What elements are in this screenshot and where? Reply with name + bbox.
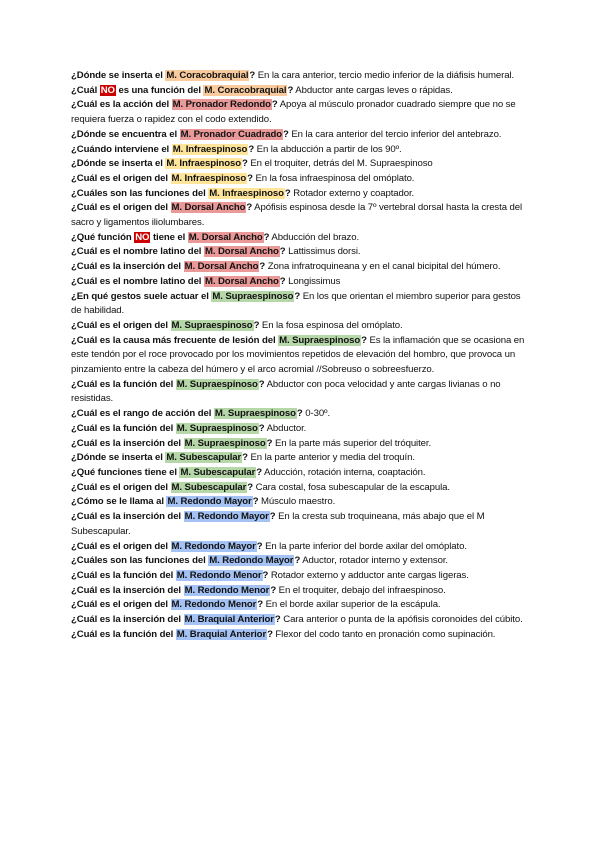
question-text: ¿Qué función [71,231,135,243]
muscle-name-highlight: M. Subescapular [171,481,247,493]
question-text: ¿Cuál es la inserción del [71,261,184,273]
question [71,158,248,169]
question-mark: ? [269,511,276,523]
question [71,335,367,346]
muscle-name-highlight: M. Redondo Mayor [167,496,252,508]
question-mark: ? [256,540,263,552]
answer-text: En los que orientan el miembro superior para gestos de habilidad. [71,290,521,317]
question [71,467,262,478]
answer-text: Músculo maestro. [258,496,336,508]
question [71,85,293,96]
muscle-name-highlight: M. Dorsal Ancho [204,275,279,287]
qa-entry [71,628,531,643]
question-mark: ? [249,70,256,81]
muscle-name-highlight: M. Supraespinoso [171,319,253,331]
no-highlight: NO [100,84,115,96]
question [71,629,273,640]
qa-entry [71,481,531,496]
question [71,482,253,493]
qa-entry [71,569,531,584]
answer-text: Apófisis espinosa desde la 7º vertebral dorsal hasta la cresta del sacro y ligamentos iliolumbares. [71,202,522,229]
muscle-name-highlight: M. Dorsal Ancho [171,202,246,214]
answer-text: En la parte más superior del tróquiter. [272,437,432,449]
muscle-name-highlight: M. Dorsal Ancho [184,261,259,273]
question-text: ¿Cuál es la función del [71,422,176,434]
question [71,541,263,552]
question-text: ¿Cuándo interviene el [71,143,172,155]
qa-entry [71,128,531,143]
question-mark: ? [296,408,303,420]
muscle-name-highlight: M. Infraespinoso [166,158,242,170]
qa-entry [71,245,531,260]
question-text: ¿Cuál es la función del [71,569,176,581]
question-text: tiene el [150,231,188,243]
answer-text: Cara costal, fosa subescapular de la escapula. [253,481,450,493]
qa-entry [71,451,531,466]
question-mark: ? [279,275,286,287]
answer-text: Zona infratroquineana y en el canal bicipital del húmero. [265,261,501,273]
qa-list [71,69,531,642]
muscle-name-highlight: M. Redondo Mayor [171,540,256,552]
question-mark: ? [361,334,367,346]
muscle-name-highlight: M. Redondo Menor [176,569,262,581]
qa-entry [71,172,531,187]
question-text: es una función del [115,84,204,96]
muscle-name-highlight: M. Supraespinoso [212,290,294,302]
question-text: ¿Cuál es la inserción del [71,511,184,523]
question-text: ¿Dónde se inserta el [71,70,166,81]
question-text: ¿Dónde se inserta el [71,158,166,170]
muscle-name-highlight: M. Coracobraquial [166,70,249,81]
question [71,511,276,522]
question-text: ¿Cuál [71,84,100,96]
qa-entry [71,143,531,158]
muscle-name-highlight: M. Subescapular [180,466,256,478]
question-mark: ? [262,569,269,581]
question-text: ¿Cuál es el origen del [71,540,171,552]
question-mark: ? [294,555,301,567]
qa-entry [71,495,531,510]
question [71,261,265,272]
question [71,555,300,566]
answer-text: En la fosa infraespinosa del omóplato. [252,172,415,184]
question [71,496,258,507]
question [71,70,255,81]
question [71,599,263,610]
qa-entry [71,69,531,84]
question-mark: ? [270,584,277,596]
question-text: ¿Cuál es el origen del [71,172,171,184]
answer-text: Abductor. [264,422,307,434]
question-text: ¿Cuáles son las funciones del [71,555,209,567]
qa-entry [71,201,531,230]
answer-text: Abductor con poca velocidad y ante cargas livianas o no resistidas. [71,378,501,405]
question-mark: ? [258,422,265,434]
muscle-name-highlight: M. Infraespinoso [209,187,284,199]
question-mark: ? [246,202,253,214]
answer-text: En la cara anterior, tercio medio inferior de la diáfisis humeral. [255,70,515,81]
question-text: ¿Dónde se inserta el [71,452,166,464]
question [71,570,268,581]
question [71,452,248,463]
question-text: ¿Cómo se le llama al [71,496,167,508]
qa-entry [71,613,531,628]
muscle-name-highlight: M. Supraespinoso [279,334,361,346]
question [71,585,276,596]
muscle-name-highlight: M. Supraespinoso [176,422,258,434]
qa-entry [71,584,531,599]
muscle-name-highlight: M. Redondo Mayor [209,555,294,567]
question-mark: ? [287,84,294,96]
question-mark: ? [271,99,278,111]
question [71,188,291,199]
qa-entry [71,422,531,437]
muscle-name-highlight: M. Redondo Menor [184,584,270,596]
question-mark: ? [283,128,289,140]
question [71,291,300,302]
muscle-name-highlight: M. Subescapular [166,452,242,464]
answer-text: Rotador externo y adductor ante cargas ligeras. [268,569,469,581]
question-mark: ? [284,187,291,199]
question [71,144,254,155]
answer-text: Abducción del brazo. [269,231,360,243]
question [71,320,259,331]
question-text: ¿Cuál es el rango de acción del [71,408,214,420]
question [71,379,265,390]
question-mark: ? [266,437,273,449]
qa-entry [71,378,531,407]
question-text: ¿Cuál es el origen del [71,202,171,214]
question-mark: ? [263,231,270,243]
muscle-name-highlight: M. Infraespinoso [171,172,247,184]
muscle-name-highlight: M. Dorsal Ancho [188,231,263,243]
muscle-name-highlight: M. Supraespinoso [176,378,258,390]
answer-text: En la fosa espinosa del omóplato. [259,319,403,331]
question-mark: ? [242,158,248,170]
answer-text: En la parte anterior y media del troquín. [247,452,415,464]
answer-text: Cara anterior o punta de la apófisis coronoides del cúbito. [280,614,523,626]
qa-entry [71,260,531,275]
question-mark: ? [267,628,273,640]
question-mark: ? [242,452,248,464]
qa-entry [71,231,531,246]
question [71,423,265,434]
muscle-name-highlight: M. Pronador Redondo [172,99,271,111]
muscle-name-highlight: M. Supraespinoso [214,408,296,420]
qa-entry [71,290,531,319]
muscle-name-highlight: M. Braquial Anterior [184,614,274,626]
question-text: ¿Dónde se encuentra el [71,128,180,140]
question-mark: ? [248,143,255,155]
qa-entry [71,466,531,481]
qa-entry [71,84,531,99]
question-text: ¿Cuál es el origen del [71,481,171,493]
question-mark: ? [279,246,286,258]
muscle-name-highlight: M. Infraespinoso [172,143,248,155]
question-mark: ? [258,378,265,390]
qa-entry [71,554,531,569]
question-mark: ? [253,319,260,331]
question-text: ¿Cuál es la causa más frecuente de lesión del [71,334,279,346]
question-mark: ? [252,496,259,508]
question [71,246,286,257]
question-mark: ? [247,481,254,493]
answer-text: 0-30º. [302,408,331,420]
question-text: ¿Cuál es la inserción del [71,614,184,626]
no-highlight: NO [135,231,150,243]
qa-entry [71,157,531,172]
qa-entry [71,334,531,378]
question-mark: ? [274,614,281,626]
answer-text: Aductor, rotador interno y extensor. [300,555,448,567]
answer-text: Flexor del codo tanto en pronación como supinación. [272,628,496,640]
question [71,129,289,140]
question-text: ¿Cuál es la acción del [71,99,172,111]
answer-text: Abductor ante cargas leves o rápidas. [293,84,453,96]
muscle-name-highlight: M. Pronador Cuadrado [180,128,282,140]
answer-text: En la cresta sub troquineana, más abajo que el M Subescapular. [71,511,485,537]
question-text: ¿Cuál es la inserción del [71,437,184,449]
muscle-name-highlight: M. Dorsal Ancho [204,246,279,258]
answer-text: En la parte inferior del borde axilar del omóplato. [262,540,467,552]
question-mark: ? [294,290,301,302]
answer-text: Aducción, rotación interna, coaptación. [262,466,426,478]
question-mark: ? [247,172,253,184]
qa-entry [71,275,531,290]
question-mark: ? [259,261,266,273]
question-text: ¿Cuál es el origen del [71,599,171,611]
question-text: ¿En qué gestos suele actuar el [71,290,212,302]
question [71,173,253,184]
answer-text: En el borde axilar superior de la escápula. [263,599,441,611]
muscle-name-highlight: M. Redondo Mayor [184,511,269,523]
question-text: ¿Cuál es el nombre latino del [71,246,204,258]
answer-text: En la cara anterior del tercio inferior del antebrazo. [288,128,502,140]
question [71,408,303,419]
muscle-name-highlight: M. Redondo Menor [171,599,257,611]
muscle-name-highlight: M. Coracobraquial [204,84,287,96]
question-text: ¿Cuál es la función del [71,628,176,640]
answer-text: Rotador externo y coaptador. [290,187,415,199]
answer-text: En el troquiter, detrás del M. Supraespinoso [247,158,433,170]
answer-text: En el troquiter, debajo del infraespinoso. [276,584,446,596]
question-mark: ? [257,599,264,611]
question [71,438,272,449]
question-text: ¿Qué funciones tiene el [71,466,180,478]
question-mark: ? [256,466,262,478]
qa-entry [71,407,531,422]
question-text: ¿Cuál es la función del [71,378,176,390]
muscle-name-highlight: M. Supraespinoso [184,437,266,449]
qa-entry [71,510,531,539]
question [71,614,281,625]
answer-text: Longissimus [285,275,341,287]
answer-text: Es la inflamación que se ocasiona en este tendón por el roce provocado por los movimientos repetidos de elevación del hombro, que provoca un pinzamiento entre la cabeza del húmero y el arco acromial //Sobreuso o sobreesfuerzo. [71,334,525,376]
question [71,99,278,110]
qa-entry [71,540,531,555]
answer-text: En la abducción a partir de los 90º. [254,143,402,155]
qa-entry [71,437,531,452]
answer-text: Apoya al músculo pronador cuadrado siempre que no se requiera fuerza o rapidez con el codo extendido. [71,99,516,126]
question-text: ¿Cuál es el origen del [71,319,171,331]
qa-entry [71,319,531,334]
muscle-name-highlight: M. Braquial Anterior [176,628,267,640]
question-text: ¿Cuál es la inserción del [71,584,184,596]
qa-entry [71,187,531,202]
question-text: ¿Cuáles son las funciones del [71,187,209,199]
question [71,202,252,213]
qa-entry [71,98,531,127]
answer-text: Lattissimus dorsi. [285,246,361,258]
question [71,276,286,287]
qa-entry [71,598,531,613]
question [71,232,269,243]
question-text: ¿Cuál es el nombre latino del [71,275,204,287]
